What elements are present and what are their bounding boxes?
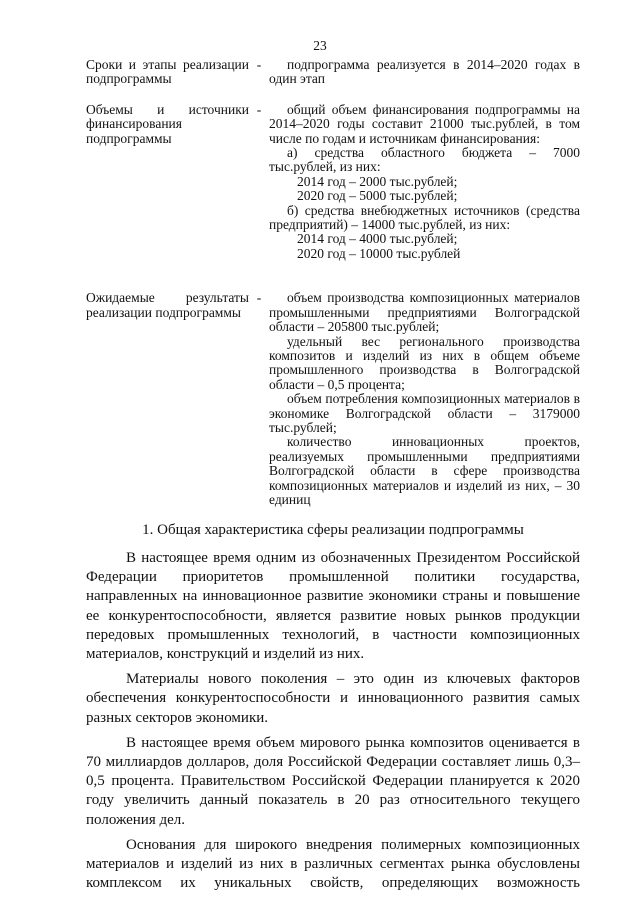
paragraph: В настоящее время объем мирового рынка композитов оценивается в 70 миллиардов долларов, доля Российской Федерации составляет лишь 0,3–0,5 процента. Правительством Российской Федерации планируется к 2020 году увеличить данный показатель в 20 раз относительного текущего положения дел. <box>86 734 580 828</box>
dash: - <box>256 290 262 306</box>
funding-extrabudget: б) средства внебюджетных источников (средства предприятий) – 14000 тыс.рублей, из них: <box>269 202 580 233</box>
result-projects: количество инновационных проектов, реализуемых промышленными предприятиями Волгоградской области в сфере производства композиционных материалов и изделий из них, – 30 единиц <box>269 434 580 507</box>
funding-label: Объемы и источники финансирования подпрограммы <box>86 101 249 146</box>
funding-total: общий объем финансирования подпрограммы на 2014–2020 годы составит 21000 тыс.рублей, в том числе по годам и источникам финансирования: <box>269 101 580 146</box>
results-label: Ожидаемые результаты реализации подпрограммы <box>86 290 249 320</box>
result-share: удельный вес регионального производства композитов и изделий из них в общем объеме промышленного производства в Волгоградской области – 0,5 процента; <box>269 333 580 392</box>
funding-extrabudget-2020: 2020 год – 10000 тыс.рублей <box>297 245 461 261</box>
terms-label: Сроки и этапы реализации подпрограммы <box>86 57 249 87</box>
terms-value: подпрограмма реализуется в 2014–2020 годах в один этап <box>269 57 580 87</box>
funding-regional-2020: 2020 год – 5000 тыс.рублей; <box>297 188 458 204</box>
paragraph: Основания для широкого внедрения полимерных композиционных материалов и изделий из них в различных сегментах рынка обусловлены комплексом их уникальных свойств, определяющих возможность <box>86 836 580 892</box>
page-number: 23 <box>313 38 327 53</box>
funding-regional-2014: 2014 год – 2000 тыс.рублей; <box>297 173 458 189</box>
paragraph: Материалы нового поколения – это один из ключевых факторов обеспечения конкурентоспособности и инновационного развития самых разных секторов экономики. <box>86 671 580 726</box>
dash: - <box>256 101 262 117</box>
passport-row-results <box>86 291 580 507</box>
section-title: 1. Общая характеристика сферы реализации подпрограммы <box>142 522 524 538</box>
funding-value <box>269 103 580 261</box>
dash: - <box>256 57 262 72</box>
result-consumption: объем потребления композиционных материалов в экономике Волгоградской области – 3179000 тыс.рублей; <box>269 391 580 435</box>
funding-extrabudget-2014: 2014 год – 4000 тыс.рублей; <box>297 231 458 247</box>
paragraph: В настоящее время одним из обозначенных Президентом Российской Федерации приоритетов промышленной политики государства, направленных на инновационное развитие экономики страны и повышение ее конкурентоспособности, является развитие новых рынков продукции передовых промышленных технологий, в частности композиционных материалов, конструкций и изделий из них. <box>86 550 580 663</box>
results-value <box>269 291 580 507</box>
subprogram-passport-table <box>86 58 580 507</box>
funding-regional: а) средства областного бюджета – 7000 тыс.рублей, из них: <box>269 145 580 175</box>
passport-row-funding <box>86 103 580 261</box>
result-production-volume: объем производства композиционных материалов промышленными предприятиями Волгоградской области – 205800 тыс.рублей; <box>269 290 580 335</box>
body-text <box>86 549 580 899</box>
passport-row-terms <box>86 58 580 87</box>
